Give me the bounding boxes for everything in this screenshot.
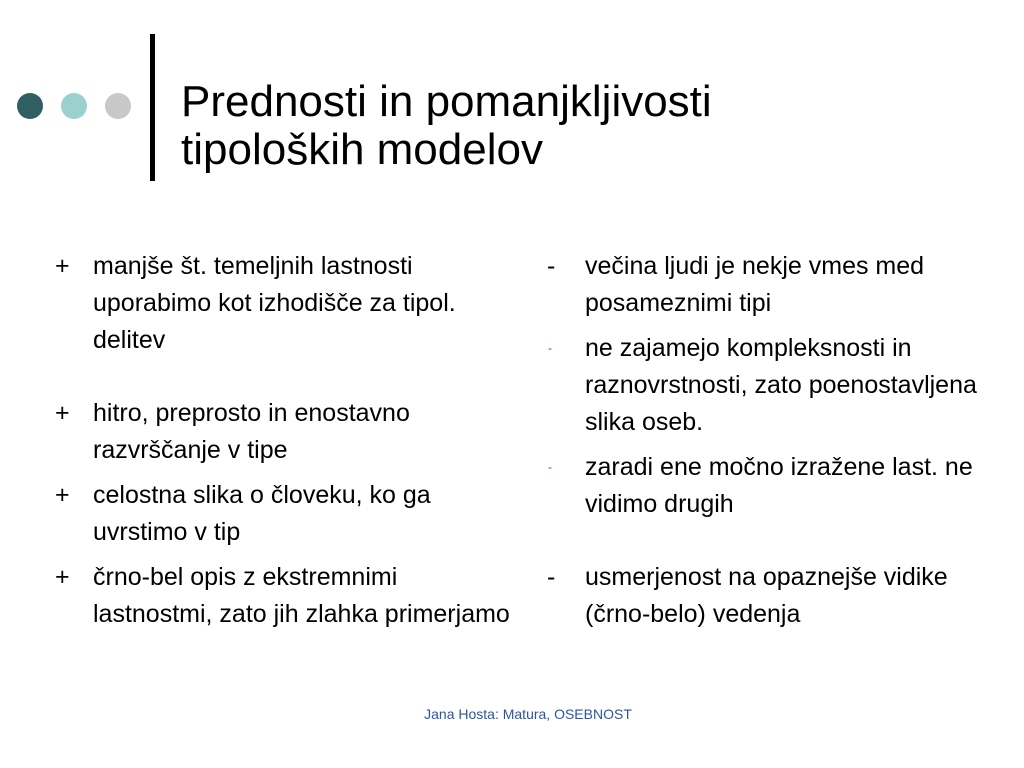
decorative-dot-teal	[61, 93, 87, 119]
advantages-column	[55, 248, 515, 633]
disadvantages-column	[547, 248, 1007, 633]
plus-marker: +	[55, 399, 70, 427]
advantage-text: manjše št. temeljnih lastnosti uporabimo kot izhodišče za tipol. delitev	[93, 252, 456, 354]
decorative-dot-dark	[17, 93, 43, 119]
slide-footer: Jana Hosta: Matura, OSEBNOST	[424, 706, 632, 722]
disadvantage-text: ne zajamejo kompleksnosti in raznovrstnosti, zato poenostavljena slika oseb.	[585, 334, 977, 436]
disadvantage-item	[547, 559, 1007, 633]
advantage-item	[55, 395, 515, 469]
slide-title: Prednosti in pomanjkljivosti tipoloških modelov	[181, 77, 712, 174]
plus-marker: +	[55, 481, 70, 509]
dash-bullet: -	[548, 460, 552, 474]
advantage-item	[55, 559, 515, 633]
disadvantage-item	[547, 248, 1007, 322]
title-divider	[150, 34, 155, 181]
advantage-item	[55, 248, 515, 359]
disadvantage-text: večina ljudi je nekje vmes med posameznimi tipi	[585, 252, 925, 317]
dash-bullet: -	[548, 341, 552, 355]
plus-marker: +	[55, 563, 70, 591]
disadvantage-item	[547, 449, 1007, 523]
minus-marker: -	[547, 563, 556, 591]
disadvantage-text: usmerjenost na opaznejše vidike (črno-belo) vedenja	[585, 563, 948, 628]
decorative-dot-gray	[105, 93, 131, 119]
plus-marker: +	[55, 252, 70, 280]
advantage-text: celostna slika o človeku, ko ga uvrstimo v tip	[93, 481, 431, 546]
disadvantage-item	[547, 330, 1007, 441]
disadvantage-text: zaradi ene močno izražene last. ne vidimo drugih	[585, 453, 973, 518]
advantage-text: hitro, preprosto in enostavno razvrščanje v tipe	[93, 399, 410, 464]
advantage-text: črno-bel opis z ekstremnimi lastnostmi, zato jih zlahka primerjamo	[93, 563, 510, 628]
advantage-item	[55, 477, 515, 551]
minus-marker: -	[547, 252, 556, 280]
